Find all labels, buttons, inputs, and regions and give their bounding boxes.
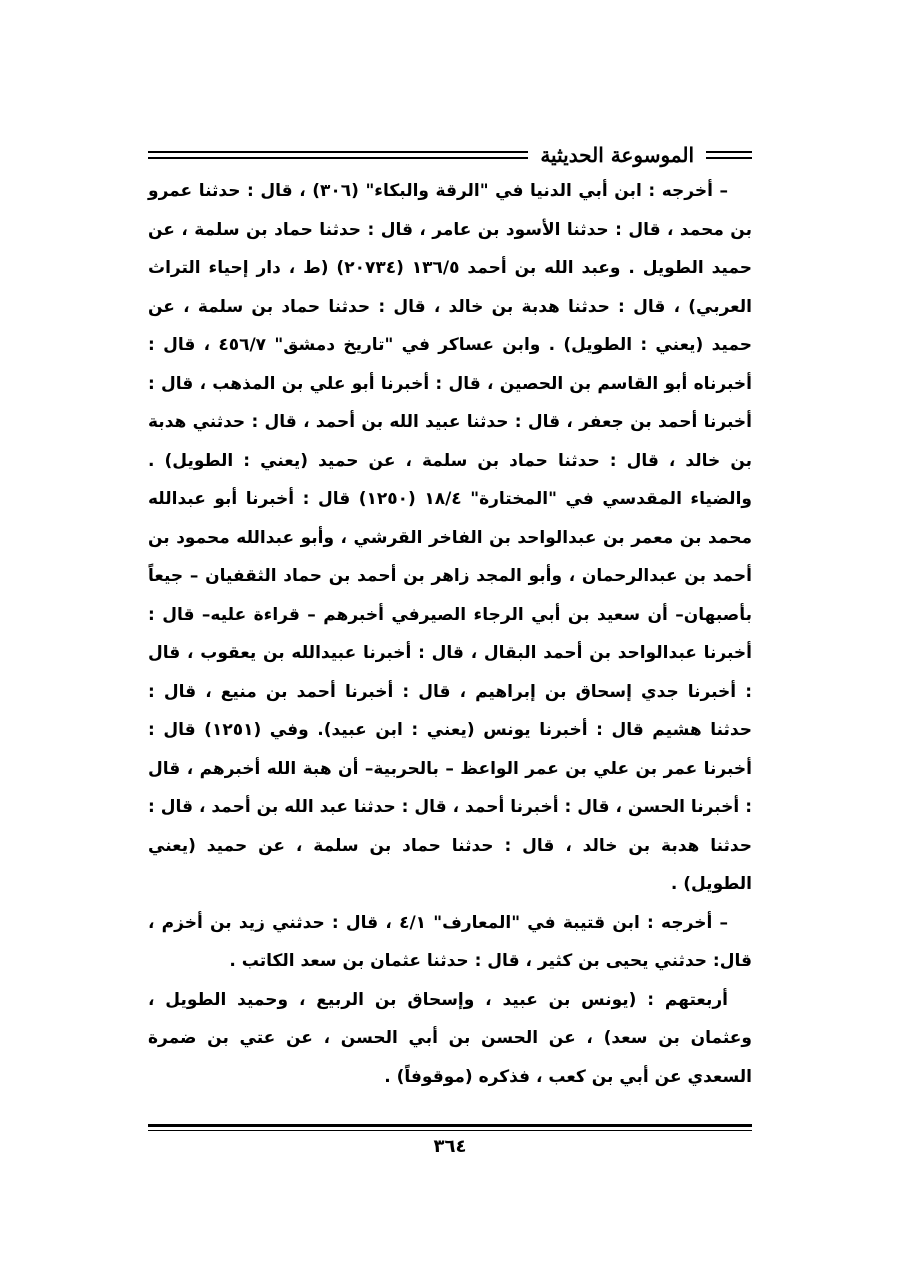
page-number: ٣٦٤ [433, 1136, 467, 1157]
running-header [148, 140, 752, 170]
body-text [148, 172, 752, 1096]
footer-rule [148, 1124, 752, 1131]
header-title: الموسوعة الحديثية [540, 143, 694, 167]
paragraph-takhrij-1: – أخرجه : ابن أبي الدنيا في "الرقة والبكاء" (٣٠٦) ، قال : حدثنا عمرو بن محمد ، قال : حدثنا الأسود بن عامر ، قال : حدثنا حماد بن سلمة ، عن حميد الطويل . وعبد الله بن أحمد ١٣٦/٥ (٢٠٧٣٤) (ط ، دار إحياء التراث العربي) ، قال : حدثنا هدبة بن خالد ، قال : حدثنا حماد بن سلمة ، عن حميد (يعني : الطويل) . وابن عساكر في "تاريخ دمشق" ٤٥٦/٧ ، قال : أخبرناه أبو القاسم بن الحصين ، قال : أخبرنا أبو علي بن المذهب ، قال : أخبرنا أحمد بن جعفر ، قال : حدثنا عبيد الله بن أحمد ، قال : حدثني هدبة بن خالد ، قال : حدثنا حماد بن سلمة ، عن حميد (يعني : الطويل) . والضياء المقدسي في "المختارة" ١٨/٤ (١٢٥٠) قال : أخبرنا أبو عبدالله محمد بن معمر بن عبدالواحد بن الفاخر القرشي ، وأبو عبدالله محمود بن أحمد بن عبدالرحمان ، وأبو المجد زاهر بن أحمد بن حماد الثقفيان – جيعاً بأصبهان– أن سعيد بن أبي الرجاء الصيرفي أخبرهم – قراءة عليه– قال : أخبرنا عبدالواحد بن أحمد البقال ، قال : أخبرنا عبيدالله بن يعقوب ، قال : أخبرنا جدي إسحاق بن إبراهيم ، قال : أخبرنا أحمد بن منيع ، قال : حدثنا هشيم قال : أخبرنا يونس (يعني : ابن عبيد). وفي (١٢٥١) قال : أخبرنا عمر بن علي بن عمر الواعظ – بالحربية– أن هبة الله أخبرهم ، قال : أخبرنا الحسن ، قال : أخبرنا أحمد ، قال : حدثنا عبد الله بن أحمد ، قال : حدثنا هدبة بن خالد ، قال : حدثنا حماد بن سلمة ، عن حميد (يعني الطويل) . [148, 181, 753, 894]
header-rule-right [706, 151, 752, 159]
paragraph-takhrij-2: – أخرجه : ابن قتيبة في "المعارف" ٤/١ ، قال : حدثني زيد بن أخزم ، قال: حدثني يحيى بن كثير ، قال : حدثنا عثمان بن سعد الكاتب . [148, 912, 752, 971]
paragraph-summary: أربعتهم : (يونس بن عبيد ، وإسحاق بن الربيع ، وحميد الطويل ، وعثمان بن سعد) ، عن الحسن بن أبي الحسن ، عن عتي بن ضمرة السعدي عن أبي بن كعب ، فذكره (موقوفاً) . [148, 989, 752, 1087]
header-rule-left [148, 151, 528, 159]
